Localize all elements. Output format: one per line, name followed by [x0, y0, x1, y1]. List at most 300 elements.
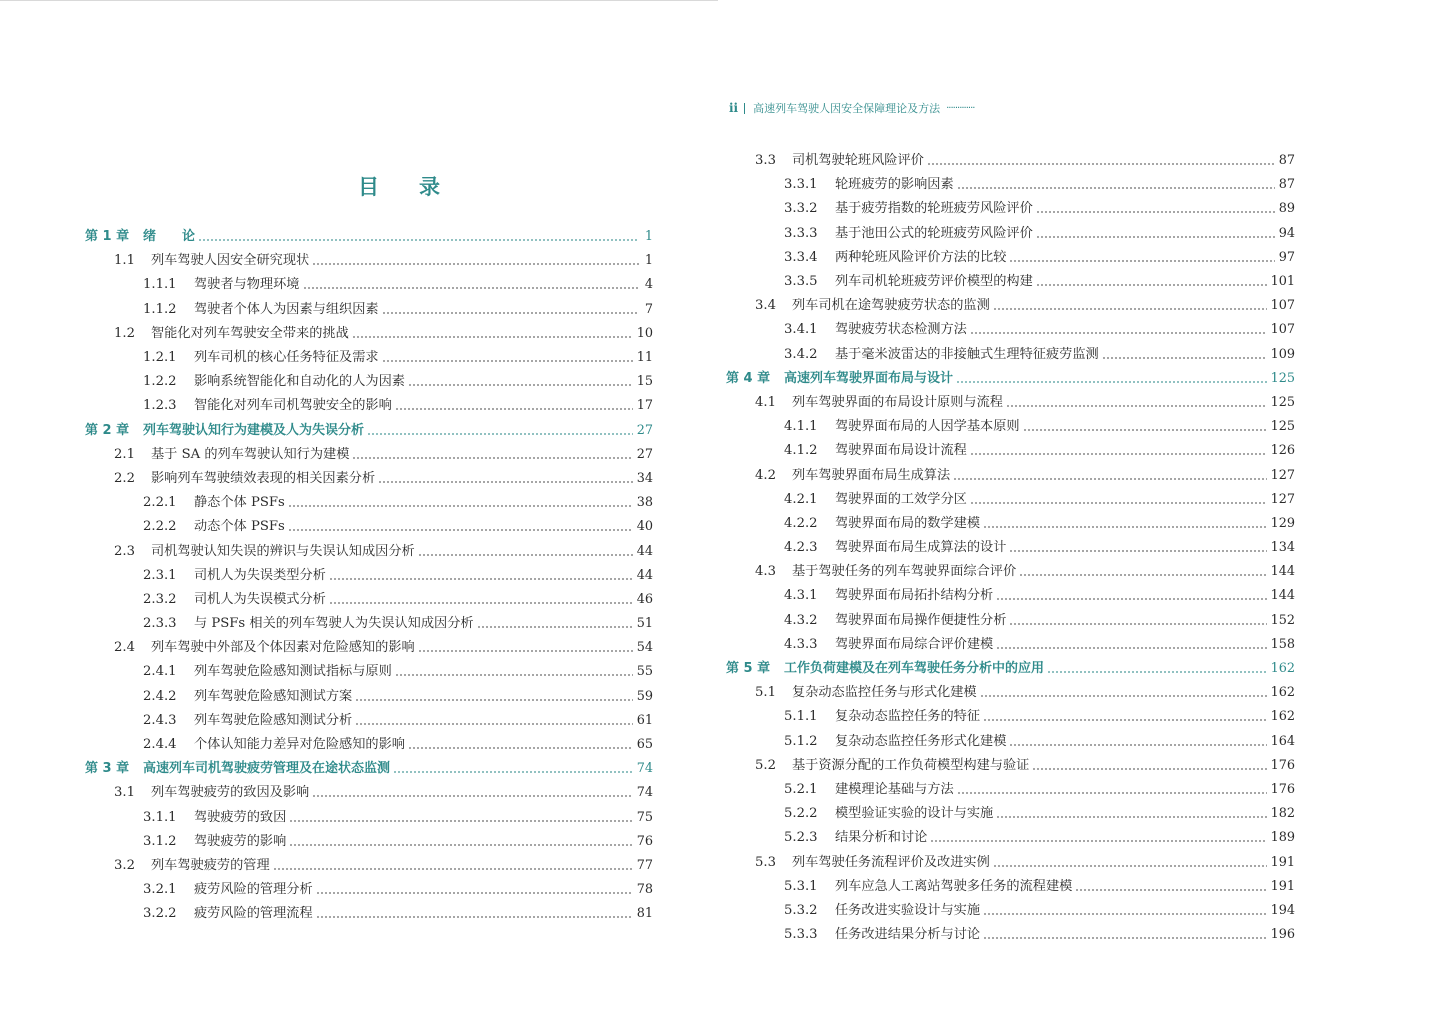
entry-title: 基于疲劳指数的轮班疲劳风险评价	[835, 201, 1033, 217]
entry-page-number: 101	[1270, 274, 1295, 290]
entry-number: 3.1	[114, 785, 135, 801]
dot-leader	[382, 360, 633, 362]
entry-title: 列车驾驶疲劳的管理	[151, 857, 270, 873]
dot-leader	[996, 647, 1266, 649]
entry-page-number: 54	[636, 640, 653, 656]
entry-page-number: 1	[644, 253, 653, 269]
toc-entry[interactable]	[85, 878, 653, 902]
entry-number: 4.3.1	[784, 588, 818, 604]
entry-number: 2.4.2	[143, 688, 177, 704]
toc-entry[interactable]	[726, 899, 1295, 923]
entry-number: 3.3.5	[784, 274, 818, 290]
entry-number: 1.2.2	[143, 374, 177, 390]
toc-chapter-entry[interactable]	[85, 419, 653, 443]
toc-entry[interactable]	[726, 318, 1295, 342]
entry-number: 第 5 章	[726, 661, 771, 677]
toc-entry[interactable]	[85, 806, 653, 830]
entry-page-number: 191	[1270, 878, 1295, 894]
entry-title: 轮班疲劳的影响因素	[835, 177, 954, 193]
header-dots: ·············	[946, 102, 975, 114]
dot-leader	[1019, 574, 1266, 576]
entry-number: 1.2	[114, 325, 135, 341]
page-title: 目录	[358, 174, 480, 199]
entry-title: 绪 论	[143, 229, 196, 245]
entry-title: 两种轮班风险评价方法的比较	[835, 249, 1007, 265]
entry-title: 基于驾驶任务的列车驾驶界面综合评价	[792, 564, 1017, 580]
entry-number: 4.2.1	[784, 491, 818, 507]
entry-page-number: 46	[636, 591, 653, 607]
entry-number: 4.2.3	[784, 540, 818, 556]
entry-page-number: 51	[636, 616, 653, 632]
dot-leader	[1009, 260, 1274, 262]
toc-chapter-entry[interactable]	[726, 367, 1295, 391]
dot-leader	[477, 626, 633, 628]
entry-title: 列车驾驶认知行为建模及人为失误分析	[143, 422, 365, 438]
entry-title: 列车驾驶人因安全研究现状	[151, 253, 310, 269]
toc-entry[interactable]	[85, 443, 653, 467]
entry-title: 列车驾驶界面布局生成算法	[792, 467, 951, 483]
entry-title: 列车驾驶危险感知测试指标与原则	[194, 664, 392, 680]
entry-number: 5.3.3	[784, 927, 818, 943]
entry-title: 司机驾驶轮班风险评价	[792, 153, 924, 169]
entry-number: 第 2 章	[85, 422, 130, 438]
toc-entry[interactable]	[85, 564, 653, 588]
entry-page-number: 107	[1270, 322, 1295, 338]
entry-title: 基于 SA 的列车驾驶认知行为建模	[151, 446, 350, 462]
entry-number: 2.3.3	[143, 616, 177, 632]
entry-title: 任务改进实验设计与实施	[835, 902, 981, 918]
dot-leader	[996, 598, 1266, 600]
dot-leader	[288, 505, 633, 507]
entry-page-number: 40	[636, 519, 653, 535]
entry-page-number: 74	[636, 785, 653, 801]
entry-page-number: 162	[1270, 709, 1295, 725]
entry-title: 驾驶疲劳状态检测方法	[835, 322, 967, 338]
entry-title: 建模理论基础与方法	[835, 781, 954, 797]
entry-title: 驾驶界面布局综合评价建模	[835, 636, 994, 652]
dot-leader	[329, 578, 633, 580]
toc-entry[interactable]	[726, 270, 1295, 294]
dot-leader	[289, 820, 632, 822]
toc-entry[interactable]	[85, 346, 653, 370]
dot-leader	[957, 187, 1275, 189]
dot-leader	[970, 502, 1267, 504]
entry-number: 4.3.3	[784, 636, 818, 652]
entry-title: 驾驶者与物理环境	[194, 277, 300, 293]
entry-title: 司机人为失误类型分析	[194, 567, 326, 583]
entry-title: 驾驶界面布局生成算法的设计	[835, 540, 1007, 556]
dot-leader	[316, 892, 633, 894]
dot-leader	[927, 163, 1275, 165]
dot-leader	[1047, 671, 1267, 673]
toc-entry[interactable]	[726, 536, 1295, 560]
entry-page-number: 162	[1270, 685, 1295, 701]
toc-entry[interactable]	[85, 249, 653, 273]
dot-leader	[312, 795, 632, 797]
entry-title: 基于毫米波雷达的非接触式生理特征疲劳监测	[835, 346, 1099, 362]
entry-number: 2.4	[114, 640, 135, 656]
entry-title: 基于资源分配的工作负荷模型构建与验证	[792, 757, 1030, 773]
entry-title: 影响列车驾驶绩效表现的相关因素分析	[151, 470, 376, 486]
toc-entry[interactable]	[726, 681, 1295, 705]
toc-entry[interactable]	[726, 415, 1295, 439]
toc-entry[interactable]	[726, 149, 1295, 173]
entry-title: 列车驾驶危险感知测试分析	[194, 712, 353, 728]
entry-page-number: 27	[636, 422, 653, 438]
entry-number: 4.1.1	[784, 419, 818, 435]
entry-page-number: 127	[1270, 467, 1295, 483]
entry-title: 静态个体 PSFs	[194, 495, 285, 511]
entry-page-number: 1	[644, 229, 653, 245]
entry-page-number: 125	[1270, 370, 1295, 386]
toc-entry[interactable]	[726, 584, 1295, 608]
entry-number: 2.3.2	[143, 591, 177, 607]
toc-entry[interactable]	[726, 512, 1295, 536]
toc-entry[interactable]	[726, 826, 1295, 850]
entry-title: 列车驾驶危险感知测试方案	[194, 688, 353, 704]
entry-number: 4.2	[755, 467, 776, 483]
dot-leader	[970, 453, 1267, 455]
entry-page-number: 10	[636, 325, 653, 341]
toc-entry[interactable]	[85, 467, 653, 491]
dot-leader	[1036, 236, 1275, 238]
dot-leader	[288, 529, 633, 531]
toc-entry[interactable]	[726, 222, 1295, 246]
entry-number: 4.1.2	[784, 443, 818, 459]
entry-page-number: 109	[1270, 346, 1295, 362]
entry-number: 3.2.2	[143, 906, 177, 922]
entry-number: 3.4.2	[784, 346, 818, 362]
entry-title: 复杂动态监控任务与形式化建模	[792, 685, 977, 701]
entry-page-number: 7	[644, 301, 653, 317]
entry-page-number: 44	[636, 567, 653, 583]
right-page	[715, 0, 1430, 1015]
entry-page-number: 89	[1278, 201, 1295, 217]
entry-title: 列车应急人工离站驾驶多任务的流程建模	[835, 878, 1073, 894]
entry-page-number: 152	[1270, 612, 1295, 628]
dot-leader	[1023, 429, 1267, 431]
entry-number: 5.1.2	[784, 733, 818, 749]
dot-leader	[408, 384, 633, 386]
dot-leader	[1036, 284, 1267, 286]
entry-page-number: 189	[1270, 830, 1295, 846]
entry-page-number: 38	[636, 495, 653, 511]
dot-leader	[983, 526, 1267, 528]
toc-entry[interactable]	[85, 515, 653, 539]
entry-number: 5.3	[755, 854, 776, 870]
entry-page-number: 176	[1270, 757, 1295, 773]
dot-leader	[1006, 405, 1267, 407]
entry-page-number: 127	[1270, 491, 1295, 507]
toc-entry[interactable]	[726, 294, 1295, 318]
entry-page-number: 129	[1270, 515, 1295, 531]
entry-page-number: 76	[636, 833, 653, 849]
header-separator	[744, 103, 745, 114]
dot-leader	[395, 408, 633, 410]
entry-number: 4.2.2	[784, 515, 818, 531]
entry-page-number: 59	[636, 688, 653, 704]
toc-chapter-entry[interactable]	[726, 657, 1295, 681]
entry-number: 1.2.1	[143, 350, 177, 366]
toc-entry[interactable]	[726, 391, 1295, 415]
dot-leader	[329, 602, 633, 604]
dot-leader	[970, 332, 1267, 334]
toc-entry[interactable]	[85, 539, 653, 563]
entry-number: 1.1.2	[143, 301, 177, 317]
entry-number: 2.3.1	[143, 567, 177, 583]
toc-entry[interactable]	[85, 298, 653, 322]
toc-entry[interactable]	[726, 923, 1295, 947]
entry-page-number: 191	[1270, 854, 1295, 870]
entry-number: 2.3	[114, 543, 135, 559]
entry-page-number: 196	[1270, 927, 1295, 943]
toc-entry[interactable]	[85, 660, 653, 684]
toc-entry[interactable]	[85, 394, 653, 418]
dot-leader	[382, 312, 639, 314]
toc-entry[interactable]	[85, 733, 653, 757]
entry-page-number: 176	[1270, 781, 1295, 797]
entry-title: 高速列车司机驾驶疲劳管理及在途状态监测	[143, 761, 391, 777]
entry-number: 3.2	[114, 857, 135, 873]
header-book-title: 高速列车驾驶人因安全保障理论及方法	[753, 102, 941, 115]
entry-number: 2.2.2	[143, 519, 177, 535]
dot-leader	[1009, 623, 1266, 625]
entry-number: 2.4.3	[143, 712, 177, 728]
toc-entry[interactable]	[85, 491, 653, 515]
toc-entry[interactable]	[85, 709, 653, 733]
entry-title: 动态个体 PSFs	[194, 519, 285, 535]
entry-number: 3.2.1	[143, 882, 177, 898]
entry-number: 5.1	[755, 685, 776, 701]
entry-title: 模型验证实验的设计与实施	[835, 806, 994, 822]
entry-number: 3.3.4	[784, 249, 818, 265]
toc-entry[interactable]	[726, 730, 1295, 754]
entry-page-number: 81	[636, 906, 653, 922]
entry-page-number: 162	[1270, 661, 1295, 677]
entry-page-number: 158	[1270, 636, 1295, 652]
entry-page-number: 34	[636, 470, 653, 486]
entry-title: 司机驾驶认知失误的辨识与失误认知成因分析	[151, 543, 415, 559]
toc-entry[interactable]	[726, 754, 1295, 778]
entry-number: 3.3.2	[784, 201, 818, 217]
entry-page-number: 182	[1270, 806, 1295, 822]
toc-list-left	[85, 225, 653, 926]
entry-number: 3.4	[755, 298, 776, 314]
entry-title: 司机人为失误模式分析	[194, 591, 326, 607]
toc-entry[interactable]	[726, 488, 1295, 512]
dot-leader	[956, 381, 1267, 383]
entry-page-number: 17	[636, 398, 653, 414]
toc-entry[interactable]	[726, 560, 1295, 584]
entry-number: 第 4 章	[726, 370, 771, 386]
toc-entry[interactable]	[726, 633, 1295, 657]
dot-leader	[983, 937, 1267, 939]
entry-number: 3.1.1	[143, 809, 177, 825]
toc-chapter-entry[interactable]	[85, 225, 653, 249]
dot-leader	[1009, 744, 1266, 746]
dot-leader	[303, 287, 640, 289]
toc-entry[interactable]	[85, 322, 653, 346]
entry-number: 5.2.3	[784, 830, 818, 846]
entry-page-number: 65	[636, 737, 653, 753]
entry-page-number: 125	[1270, 419, 1295, 435]
entry-page-number: 97	[1278, 249, 1295, 265]
dot-leader	[312, 263, 639, 265]
entry-page-number: 87	[1278, 153, 1295, 169]
dot-leader	[355, 699, 632, 701]
toc-entry[interactable]	[726, 343, 1295, 367]
dot-leader	[930, 840, 1266, 842]
entry-page-number: 134	[1270, 540, 1295, 556]
toc-entry[interactable]	[726, 197, 1295, 221]
entry-page-number: 78	[636, 882, 653, 898]
entry-number: 3.3.1	[784, 177, 818, 193]
toc-entry[interactable]	[726, 439, 1295, 463]
dot-leader	[953, 478, 1266, 480]
entry-page-number: 74	[636, 761, 653, 777]
entry-title: 驾驶界面布局拓扑结构分析	[835, 588, 994, 604]
dot-leader	[993, 865, 1267, 867]
entry-title: 与 PSFs 相关的列车驾驶人为失误认知成因分析	[194, 616, 474, 632]
entry-number: 2.1	[114, 446, 135, 462]
entry-page-number: 4	[644, 277, 653, 293]
dot-leader	[289, 844, 632, 846]
entry-number: 1.2.3	[143, 398, 177, 414]
entry-number: 5.2.1	[784, 781, 818, 797]
entry-number: 1.1	[114, 253, 135, 269]
entry-title: 结果分析和讨论	[835, 830, 928, 846]
entry-number: 4.3	[755, 564, 776, 580]
toc-entry[interactable]	[85, 854, 653, 878]
entry-title: 复杂动态监控任务形式化建模	[835, 733, 1007, 749]
dot-leader	[418, 650, 633, 652]
toc-chapter-entry[interactable]	[85, 757, 653, 781]
entry-title: 基于池田公式的轮班疲劳风险评价	[835, 225, 1033, 241]
toc-entry[interactable]	[85, 273, 653, 297]
toc-entry[interactable]	[726, 246, 1295, 270]
toc-entry[interactable]	[85, 830, 653, 854]
entry-number: 3.1.2	[143, 833, 177, 849]
entry-title: 驾驶界面布局操作便捷性分析	[835, 612, 1007, 628]
entry-number: 3.3.3	[784, 225, 818, 241]
toc-entry[interactable]	[726, 463, 1295, 487]
entry-title: 列车驾驶中外部及个体因素对危险感知的影响	[151, 640, 415, 656]
entry-title: 列车驾驶任务流程评价及改进实例	[792, 854, 990, 870]
entry-number: 2.2	[114, 470, 135, 486]
entry-title: 复杂动态监控任务的特征	[835, 709, 981, 725]
dot-leader	[957, 792, 1267, 794]
entry-page-number: 27	[636, 446, 653, 462]
toc-entry[interactable]	[726, 778, 1295, 802]
entry-page-number: 75	[636, 809, 653, 825]
dot-leader	[378, 481, 633, 483]
header-page-number: ii	[729, 101, 739, 115]
entry-number: 5.2.2	[784, 806, 818, 822]
entry-number: 第 3 章	[85, 761, 130, 777]
dot-leader	[1036, 211, 1275, 213]
toc-entry[interactable]	[726, 705, 1295, 729]
entry-number: 2.2.1	[143, 495, 177, 511]
dot-leader	[395, 674, 633, 676]
toc-entry[interactable]	[726, 850, 1295, 874]
toc-entry[interactable]	[726, 609, 1295, 633]
toc-list-right	[726, 149, 1295, 947]
entry-number: 第 1 章	[85, 229, 130, 245]
entry-page-number: 144	[1270, 564, 1295, 580]
entry-title: 疲劳风险的管理分析	[194, 882, 313, 898]
dot-leader	[983, 913, 1267, 915]
entry-title: 列车驾驶界面的布局设计原则与流程	[792, 394, 1003, 410]
entry-title: 智能化对列车司机驾驶安全的影响	[194, 398, 392, 414]
toc-entry[interactable]	[85, 902, 653, 926]
dot-leader	[352, 336, 633, 338]
entry-number: 2.4.1	[143, 664, 177, 680]
entry-page-number: 11	[636, 350, 653, 366]
entry-page-number: 77	[636, 857, 653, 873]
entry-page-number: 61	[636, 712, 653, 728]
entry-title: 驾驶疲劳的致因	[194, 809, 287, 825]
toc-entry[interactable]	[85, 685, 653, 709]
dot-leader	[367, 433, 633, 435]
toc-entry[interactable]	[85, 612, 653, 636]
entry-number: 2.4.4	[143, 737, 177, 753]
entry-title: 个体认知能力差异对危险感知的影响	[194, 737, 405, 753]
dot-leader	[983, 719, 1267, 721]
entry-number: 3.4.1	[784, 322, 818, 338]
toc-entry[interactable]	[85, 636, 653, 660]
toc-entry[interactable]	[726, 875, 1295, 899]
dot-leader	[393, 771, 633, 773]
entry-title: 疲劳风险的管理流程	[194, 906, 313, 922]
dot-leader	[1075, 889, 1266, 891]
dot-leader	[408, 747, 633, 749]
entry-number: 5.3.2	[784, 902, 818, 918]
entry-title: 高速列车驾驶界面布局与设计	[784, 370, 954, 386]
entry-number: 5.1.1	[784, 709, 818, 725]
entry-title: 驾驶界面的工效学分区	[835, 491, 967, 507]
entry-title: 列车驾驶疲劳的致因及影响	[151, 785, 310, 801]
running-header	[729, 99, 974, 117]
entry-title: 影响系统智能化和自动化的人为因素	[194, 374, 405, 390]
entry-title: 工作负荷建模及在列车驾驶任务分析中的应用	[784, 661, 1045, 677]
entry-number: 1.1.1	[143, 277, 177, 293]
entry-page-number: 44	[636, 543, 653, 559]
entry-title: 列车司机轮班疲劳评价模型的构建	[835, 274, 1033, 290]
entry-page-number: 144	[1270, 588, 1295, 604]
dot-leader	[980, 695, 1267, 697]
toc-entry[interactable]	[726, 173, 1295, 197]
entry-title: 驾驶疲劳的影响	[194, 833, 287, 849]
toc-entry[interactable]	[85, 370, 653, 394]
entry-number: 5.3.1	[784, 878, 818, 894]
toc-entry[interactable]	[726, 802, 1295, 826]
entry-page-number: 107	[1270, 298, 1295, 314]
toc-entry[interactable]	[85, 588, 653, 612]
entry-number: 5.2	[755, 757, 776, 773]
entry-page-number: 194	[1270, 902, 1295, 918]
dot-leader	[996, 816, 1266, 818]
dot-leader	[355, 723, 632, 725]
entry-title: 智能化对列车驾驶安全带来的挑战	[151, 325, 349, 341]
entry-number: 4.3.2	[784, 612, 818, 628]
toc-entry[interactable]	[85, 781, 653, 805]
dot-leader	[273, 868, 633, 870]
entry-title: 驾驶界面布局的数学建模	[835, 515, 981, 531]
dot-leader	[1102, 357, 1267, 359]
entry-page-number: 94	[1278, 225, 1295, 241]
dot-leader	[1032, 768, 1266, 770]
dot-leader	[993, 308, 1267, 310]
